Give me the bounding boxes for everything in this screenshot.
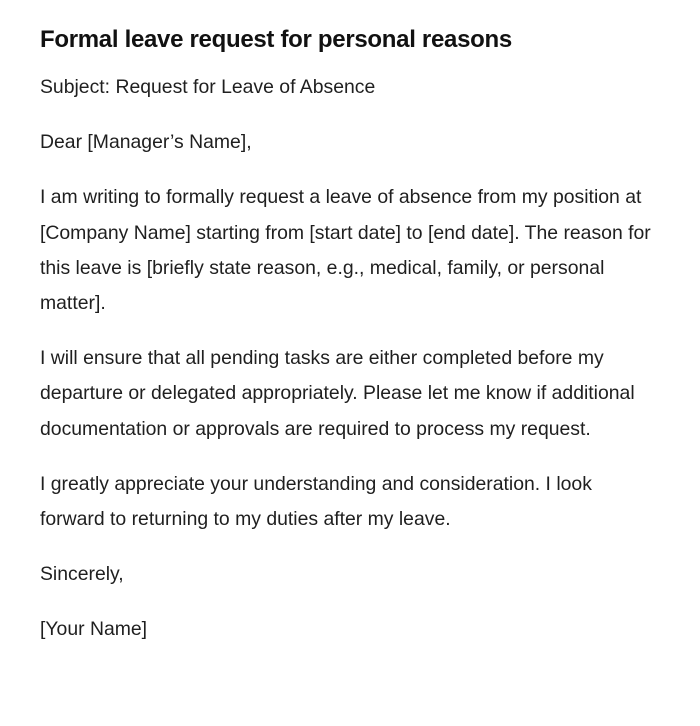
subject-line: Subject: Request for Leave of Absence — [40, 76, 376, 98]
closing: Sincerely, — [40, 563, 124, 586]
salutation: Dear [Manager’s Name], — [40, 131, 252, 154]
signature: [Your Name] — [40, 618, 148, 641]
body-paragraph-request: I am writing to formally request a leave of absence from my position at [Company Name] starting from [start date] to [end date]. The reason for this leave is [briefly state reason, e.g., medical, family, or personal matter]. — [40, 186, 651, 315]
document-title: Formal leave request for personal reasons — [40, 26, 512, 53]
body-paragraph-appreciation: I greatly appreciate your understanding and consideration. I look forward to returning to my duties after my leave. — [40, 472, 592, 531]
body-paragraph-handover: I will ensure that all pending tasks are either completed before my departure or delegated appropriately. Please let me know if additional documentation or approvals are required to process my request. — [40, 347, 635, 440]
letter-document — [40, 24, 660, 668]
